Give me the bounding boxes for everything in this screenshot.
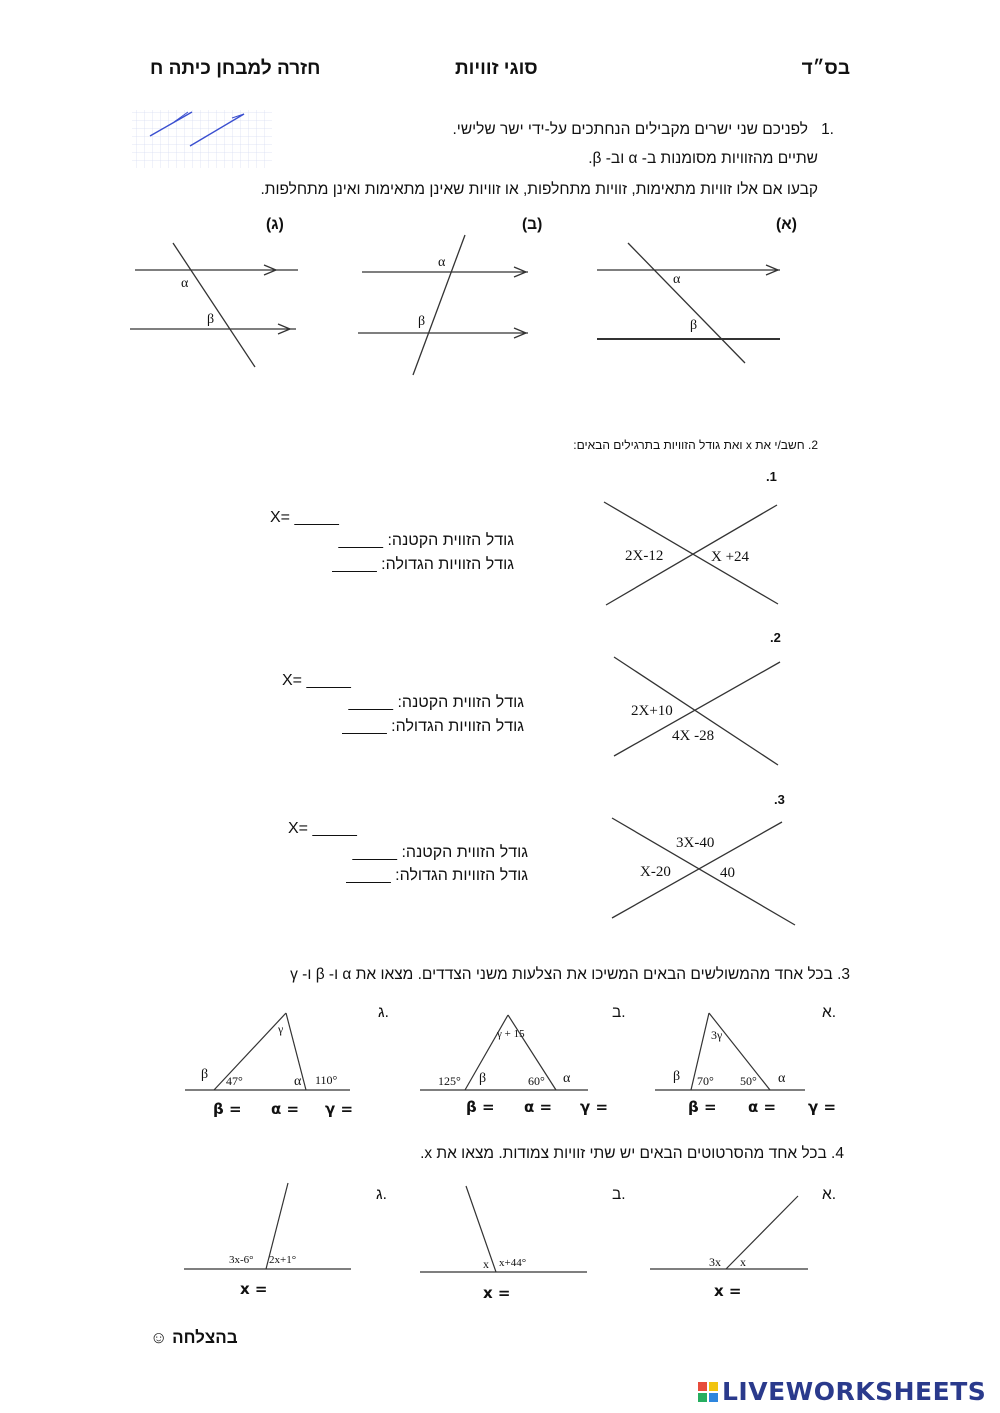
tri-c-outer: 110° (315, 1073, 338, 1087)
q4-label-a: א. (822, 1186, 837, 1203)
adj-c-left: 3x-6° (229, 1254, 254, 1266)
label-a: (א) (776, 216, 797, 233)
q4c-answer[interactable]: x = (240, 1280, 268, 1298)
label-c: (ג) (266, 216, 284, 233)
tri-b-right: 60° (528, 1074, 545, 1088)
q3b-alpha-answer[interactable]: α = (524, 1098, 553, 1116)
label-b: (ב) (522, 216, 543, 233)
tri-b-alpha: α (563, 1071, 571, 1086)
q3a-gamma-answer[interactable]: γ = (808, 1098, 837, 1116)
q3-label-a: א. (822, 1004, 837, 1021)
parallel-thumbnail (132, 110, 272, 168)
q2-item1-large[interactable]: גודל הזוויות הגדולה: _____ (332, 556, 514, 573)
tri-c-alpha: α (294, 1074, 302, 1089)
q4-title: 4. בכל אחד מהסרטוטים הבאים יש שתי זוויות צמודות. מצאו את x. (420, 1145, 844, 1162)
tri-a-right: 50° (740, 1074, 757, 1088)
tri-c-left: 47° (226, 1074, 243, 1088)
tri-c-beta: β (201, 1067, 209, 1082)
q2-item3-b: X-20 (640, 864, 671, 880)
q3-label-b: ב. (612, 1004, 626, 1021)
brand-logo[interactable]: LIVEWORKSHEETS (722, 1377, 987, 1406)
q2-item3-num: .3 (774, 792, 785, 807)
q1-line3: קבעו אם אלו זוויות מתאימות, זוויות מתחלפות, או זוויות שאינן מתאימות ואינן מתחלפות. (260, 181, 818, 198)
header-left: חזרה למבחן כיתה ח (150, 58, 321, 79)
q3c-gamma-answer[interactable]: γ = (325, 1100, 354, 1118)
tri-b-beta: β (479, 1071, 487, 1086)
q4b-answer[interactable]: x = (483, 1284, 511, 1302)
header-right: בס״ד (801, 58, 850, 79)
q2-title: 2. חשב/י את x ואת גודל הזוויות בתרגילים הבאים: (573, 438, 818, 452)
beta-b: β (418, 314, 426, 329)
q3b-gamma-answer[interactable]: γ = (580, 1098, 609, 1116)
q2-item1-a: 2X-12 (625, 548, 664, 564)
q1-number: 1. (821, 121, 834, 138)
beta-c: β (207, 312, 215, 327)
q3a-alpha-answer[interactable]: α = (748, 1098, 777, 1116)
q2-item2-num: .2 (770, 630, 781, 645)
diagram-c (130, 243, 298, 367)
q3c-beta-answer[interactable]: β = (213, 1100, 242, 1118)
adj-a-right: x (740, 1255, 746, 1269)
q3c-alpha-answer[interactable]: α = (271, 1100, 300, 1118)
q3b-beta-answer[interactable]: β = (466, 1098, 495, 1116)
q1-line2: שתיים מהזוויות מסומנות ב- α וב- β. (588, 150, 818, 167)
adjacent-a (650, 1196, 808, 1269)
q2-item1-b: X +24 (711, 549, 750, 565)
liveworksheets-logo-icon (698, 1382, 718, 1402)
tri-a-left: 70° (697, 1074, 714, 1088)
alpha-a: α (673, 272, 681, 287)
tri-b-outer: 125° (438, 1074, 461, 1088)
q2-item3-large[interactable]: גודל הזוויות הגדולה: _____ (346, 867, 528, 884)
tri-b-top: γ + 15 (497, 1028, 525, 1040)
q2-item3-a: 3X-40 (676, 835, 715, 851)
q2-item3-small[interactable]: גודל הזווית הקטנה: _____ (352, 844, 528, 861)
q2-item1-x[interactable]: X= _____ (270, 509, 339, 526)
q4-label-c: ג. (376, 1186, 387, 1203)
tri-a-top: 3γ (711, 1028, 723, 1042)
q2-item2-small[interactable]: גודל הזווית הקטנה: _____ (348, 694, 524, 711)
tri-c-top: γ (278, 1022, 284, 1036)
diagram-a (597, 243, 780, 363)
alpha-b: α (438, 255, 446, 270)
beta-a: β (690, 318, 698, 333)
adj-b-left: x (483, 1257, 489, 1271)
q2-item2-a: 2X+10 (631, 703, 673, 719)
q3-title: 3. בכל אחד מהמשולשים הבאים המשיכו את הצלעות משני הצדדים. מצאו את α ו- β ו- γ (290, 966, 850, 983)
q1-line1: לפניכם שני ישרים מקבילים הנחתכים על-ידי ישר שלישי. (452, 121, 808, 138)
q4-label-b: ב. (612, 1186, 626, 1203)
q2-item2-b: 4X -28 (672, 728, 715, 744)
q3-label-c: ג. (378, 1004, 389, 1021)
adj-b-right: x+44° (499, 1257, 527, 1269)
adj-a-left: 3x (709, 1255, 721, 1269)
tri-a-alpha: α (778, 1071, 786, 1086)
page-title: סוגי זוויות (455, 58, 538, 79)
tri-a-beta: β (673, 1069, 681, 1084)
adj-c-right: 2x+1° (269, 1254, 297, 1266)
q2-item3-c: 40 (720, 865, 735, 881)
alpha-c: α (181, 276, 189, 291)
q2-item3-x[interactable]: X= _____ (288, 820, 357, 837)
q2-item1-small[interactable]: גודל הזווית הקטנה: _____ (338, 532, 514, 549)
q2-item2-large[interactable]: גודל הזוויות הגדולה: _____ (342, 718, 524, 735)
q3a-beta-answer[interactable]: β = (688, 1098, 717, 1116)
q4a-answer[interactable]: x = (714, 1282, 742, 1300)
q2-item1-num: .1 (766, 469, 777, 484)
q2-item2-x[interactable]: X= _____ (282, 672, 351, 689)
good-luck: בהצלחה ☺ (150, 1328, 238, 1347)
adjacent-c (184, 1183, 351, 1269)
